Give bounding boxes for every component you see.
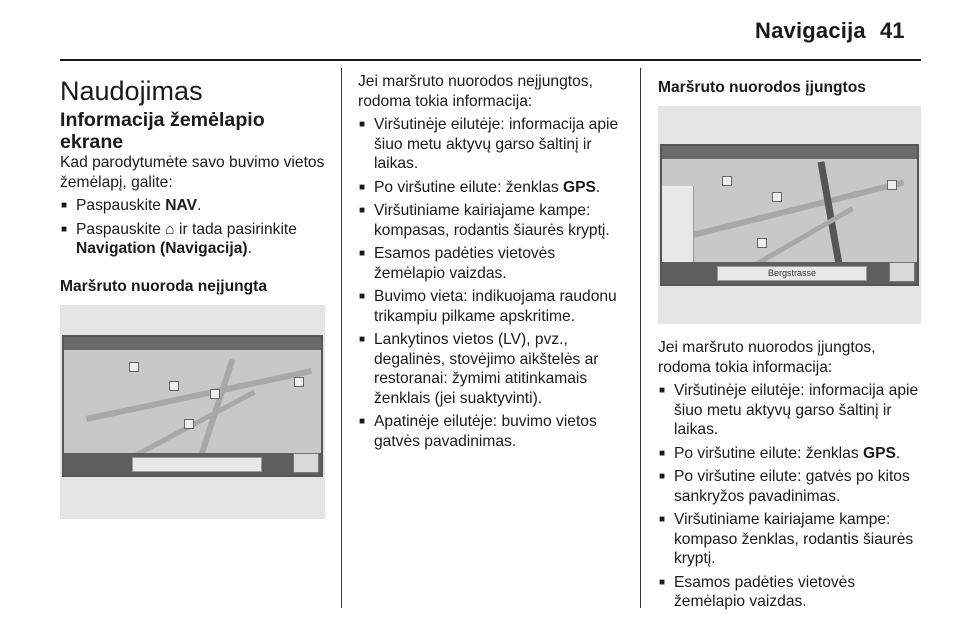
text: Paspauskite: [76, 197, 166, 214]
list-item: ■ Buvimo vieta: indikuojama raudonu trikampiu pilkame apskritime.: [358, 287, 623, 326]
status-bar: [662, 146, 917, 159]
status-bar: [64, 337, 321, 350]
poi-icon: [722, 176, 732, 186]
intro-text: Jei maršruto nuorodos neįjungtos, rodoma tokia informacija:: [358, 73, 593, 110]
page-header: [0, 0, 960, 60]
list-item: ■ Esamos padėties vietovės žemėlapio vaizdas.: [358, 244, 623, 283]
turn-panel: [662, 186, 694, 266]
subsection-heading: Maršruto nuorodos įjungtos: [658, 79, 866, 96]
screen-frame: [62, 335, 323, 477]
list-item: ■ Lankytinos vietos (LV), pvz., degalinės, stovėjimo aikštelės ar restoranai: žymimi atitinkamais ženklais (jei suaktyvinti).: [358, 330, 623, 408]
road: [86, 368, 312, 422]
nav-key: NAV: [165, 197, 198, 214]
street-name-box: Bergstrasse: [717, 266, 867, 281]
list-item: [658, 444, 923, 464]
poi-icon: [129, 362, 139, 372]
poi-icon: [757, 238, 767, 248]
column-3: [658, 72, 923, 612]
poi-icon: [210, 389, 220, 399]
gps-label: GPS: [862, 444, 896, 462]
list-item: [60, 220, 325, 259]
road: [690, 179, 905, 238]
text: .: [895, 444, 901, 462]
column-divider: [341, 68, 342, 608]
column-divider: [640, 68, 641, 608]
intro-text: Jei maršruto nuorodos įjungtos, rodoma tokia informacija:: [658, 339, 876, 376]
page-number: 41: [880, 18, 905, 43]
subsection-heading: Maršruto nuoroda neįjungta: [60, 277, 268, 295]
page-title: Navigacija: [755, 18, 866, 43]
map-screenshot: [60, 305, 325, 519]
bottom-bar: [662, 262, 917, 284]
text: .: [595, 178, 601, 196]
poi-icon: [169, 381, 179, 391]
list-item: ■ Viršutinėje eilutėje: informacija apie šiuo metu aktyvų garso šaltinį ir laikas.: [658, 381, 923, 440]
text: .: [247, 240, 252, 257]
list-item: ■ Apatinėje eilutėje: buvimo vietos gatvės pavadinimas.: [358, 412, 623, 451]
list-item: ■ Viršutinėje eilutėje: informacija apie šiuo metu aktyvų garso šaltinį ir laikas.: [358, 115, 623, 174]
screen-frame: [660, 144, 919, 286]
map-view: [64, 337, 321, 475]
street-name-box: [132, 457, 262, 472]
bullet-list: [60, 196, 325, 259]
list-item: ■ Viršutiniame kairiajame kampe: kompaso ženklas, rodantis šiaurės kryptį.: [658, 510, 923, 569]
map-screenshot: [658, 106, 921, 324]
home-icon: ⌂: [165, 220, 175, 238]
list-item: ■ Viršutiniame kairiajame kampe: kompasas, rodantis šiaurės kryptį.: [358, 201, 623, 240]
poi-icon: [294, 377, 304, 387]
menu-item-name: Navigation (Navigacija): [76, 240, 248, 257]
menu-button: [293, 453, 319, 473]
subsection-title: Informacija žemėlapio ekrane: [60, 109, 265, 153]
section-title: Naudojimas: [60, 76, 203, 106]
gps-label: GPS: [562, 178, 596, 196]
bullet-list: [658, 381, 923, 612]
poi-icon: [184, 419, 194, 429]
header-rule: [60, 59, 921, 61]
poi-icon: [772, 192, 782, 202]
menu-button: [889, 262, 915, 282]
bullet-list: [358, 115, 623, 451]
list-item: [60, 196, 325, 216]
intro-text: Kad parodytumėte savo buvimo vietos žemėlapį, galite:: [60, 154, 325, 191]
list-item: [358, 178, 623, 198]
map-view: [662, 146, 917, 284]
list-item: ■ Po viršutine eilute: gatvės po kitos sankryžos pavadinimas.: [658, 467, 923, 506]
column-1: [60, 72, 325, 519]
list-item: ■ Esamos padėties vietovės žemėlapio vaizdas.: [658, 573, 923, 612]
text: .: [197, 197, 202, 214]
text: Paspauskite: [76, 220, 166, 238]
poi-icon: [887, 180, 897, 190]
text: Po viršutine eilute: ženklas: [674, 444, 863, 462]
text: ir tada pasirinkite: [174, 220, 297, 238]
bottom-bar: [64, 453, 321, 475]
column-2: [358, 72, 623, 451]
text: Po viršutine eilute: ženklas: [374, 178, 563, 196]
